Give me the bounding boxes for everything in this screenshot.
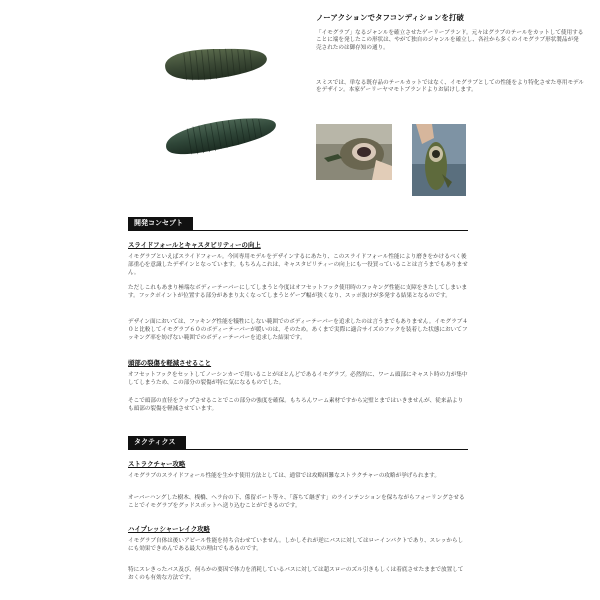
tactics-paragraph-1: イモグラブのスライドフォール性能を生かす使用方法としては、通常では攻略困難なストラクチャーの攻略が挙げられます。 <box>128 473 440 479</box>
tactics-subheading-high-pressure: ハイプレッシャーレイク攻略 <box>128 525 210 533</box>
photo-bass-mouth <box>316 124 392 180</box>
concept-paragraph-4: オフセットフックをセットしてノーシンカーで用いることがほとんどであるイモグラブ。必然的に、ワーム頭部にキャスト時の力が集中してしまうため、この部分の裂傷が特に気になるものでした。 <box>128 372 468 386</box>
concept-subheading-slide-fall: スライドフォールとキャスタビリティーの向上 <box>128 241 261 249</box>
concept-paragraph-3: デザイン面においては、フッキング性能を犠牲にしない範囲でのボディーテーパーを追求したのは言うまでもありません。イモグラブ４０と比較してイモグラブ６０のボディーテーパーが緩いのは、そのため。あくまで実際に適合サイズのフックを装着した状態においてフッキング率を妨げない範囲でのボディーテーパーを追求した結果です。 <box>128 319 468 341</box>
tactics-subheading-structure: ストラクチャー攻略 <box>128 460 186 468</box>
product-image-worm-bottom <box>155 104 285 164</box>
concept-paragraph-2: ただしこれもあまり極端なボディーテーパーにしてしまうと今度はオフセットフック使用時のフッキング性能に支障をきたしてしまいます。フックポイントが位置する部分があまり太くなってしまうとゲープ幅が狭くなり、スッポ抜けが多発する結果となるのです。 <box>128 285 468 299</box>
tactics-paragraph-3: イモグラブ自体は後いアピール性能を持ち合わせていません。しかしそれが逆にバスに対してはローインパクトであり、スレッからしにも効果できめんである最大の理由でもあるのです。 <box>128 538 464 552</box>
tactics-paragraph-4: 特にスレきったバス及び、何らかの要因で体力を消耗しているバスに対しては超スローのズル引きもしくは着底させたままで放置しておくのも有効な方法です。 <box>128 567 464 581</box>
section-title-tactics: タクティクス <box>128 436 186 449</box>
section-divider-concept <box>128 230 468 231</box>
concept-subheading-head-tear: 頭部の裂傷を軽減させること <box>128 359 212 367</box>
intro-paragraph-2: スミスでは、単なる既存品のテールカットではなく、イモグラブとしての性能をより特化させた専用モデルをデザイン。本家ゲーリーヤマモトブランドよりお届けします。 <box>316 80 584 94</box>
concept-paragraph-5: そこで頭部の直径をアップさせることでこの部分の強度を確保。もちろんワーム素材ですから完璧とまではいきませんが、従来品よりも頭部の裂傷を軽減させています。 <box>128 398 464 412</box>
tactics-paragraph-2: オーバーハングした樹木、桟橋、ヘラ台の下、係留ボート等々、「落ちて継ぎす」のラインテンションを保ちながらフォーリングさせることでイモグラブをグッドスポットへ送り込むことができるのです。 <box>128 495 465 509</box>
concept-paragraph-1: イモグラブといえばスライドフォール。今回専用モデルをデザインするにあたり、このスライドフォール性能により磨きをかけるべく後部重心を意識したデザインとなっています。もちろんこれは、キャスタビリティーの向上にも一役買っていることは言うまでもありません。 <box>128 254 468 276</box>
product-image-worm-top <box>155 38 275 88</box>
section-title-concept: 開発コンセプト <box>128 217 193 230</box>
photo-bass-held <box>412 124 466 196</box>
section-divider-tactics <box>128 449 468 450</box>
intro-paragraph-1: 「イモグラブ」なるジャンルを確立させたゲーリーブランド。元々はグラブのテールをカットして使用することに端を発したこの形状は、やがて独自のジャンルを確立し、各社から多くのイモグラブ形状製品が発売されたのは御存知の通り。 <box>316 30 584 51</box>
intro-heading: ノーアクションでタフコンディションを打破 <box>316 13 464 22</box>
